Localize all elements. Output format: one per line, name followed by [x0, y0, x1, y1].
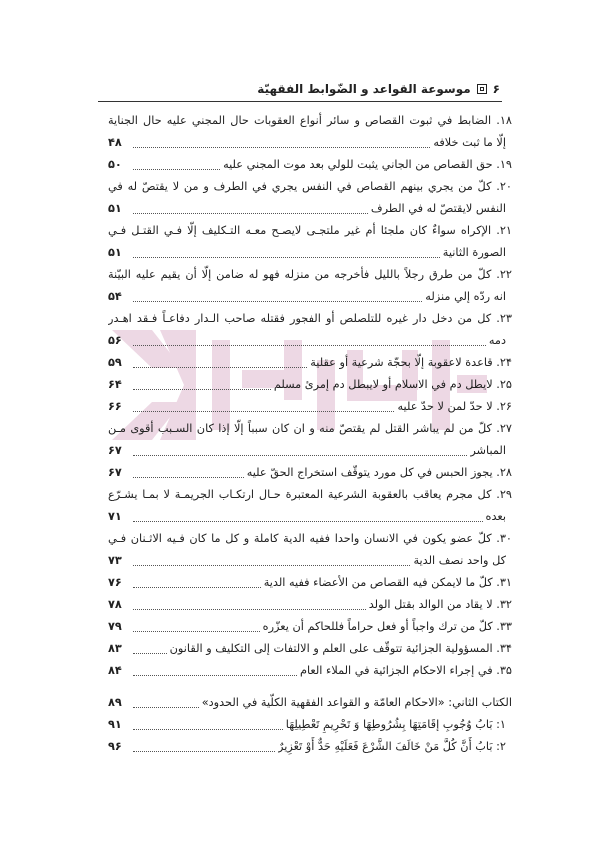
toc-section[interactable]: ۱: بَابُ وُجُوبِ إقَامَتِهَا بِشُرُوطِهَا وَ تَحْرِيمِ تَعْطِيلِهَا ۹۱: [108, 714, 512, 736]
toc-entry[interactable]: انه ردّه إلي منزله ۵۴: [108, 286, 512, 308]
toc-section[interactable]: ۲: بَابُ أَنَّ كُلَّ مَنْ خَالَفَ الشَّرْعَ فَعَلَيْهِ حَدٌّ أَوْ تَعْزِيرٌ ۹۶: [108, 736, 512, 758]
toc-entry[interactable]: ۳۲. لا يقاد من الوالد بقتل الولد ۷۸: [108, 594, 512, 616]
book-icon: [477, 84, 487, 94]
toc-entry[interactable]: ۲۲. كلّ من طرق رجلاً بالليل فأخرجه من منزله فهو له ضامن إلّا أن يقيم عليه البيّنة: [108, 268, 512, 281]
toc-entry[interactable]: ۳۴. المسؤولية الجزائية تتوقّف على العلم و الالتفات إلى التكليف و القانون ۸۳: [108, 638, 512, 660]
toc-entry[interactable]: إلّا ما ثبت خلافه ۴۸: [108, 132, 512, 154]
table-of-contents: [108, 110, 512, 758]
page-ref: ۷۱: [108, 510, 122, 523]
page-ref: ۹۶: [108, 740, 122, 753]
toc-entry[interactable]: ۲۱. الإكراه سواءٌ كان ملجئا أم غير ملتجـى لايصـح معـه التـكليف إلّا فـي القتـل فـي: [108, 224, 512, 237]
toc-entry[interactable]: الصورة الثانية ۵۱: [108, 242, 512, 264]
page-ref: ۸۳: [108, 642, 122, 655]
toc-entry[interactable]: ۳۰. كلّ عضو يكون في الانسان واحدا ففيه الدية كاملة و كل ما كان فـيه الاثـنان فـي: [108, 532, 512, 545]
page-ref: ۵۱: [108, 202, 122, 215]
page-ref: ۵۰: [108, 158, 122, 171]
toc-entry[interactable]: المباشر ۶۷: [108, 440, 512, 462]
page-ref: ۶۶: [108, 400, 122, 413]
toc-entry[interactable]: ۲۷. كلّ من لم يباشر القتل لم يقتصّ منه و ان كان سبباً إلّا إذا كان السـبب أقوى مـن: [108, 422, 512, 435]
toc-entry[interactable]: ۲۹. كل مجرم يعاقب بالعقوبة الشرعية المعتبرة حـال ارتكـاب الجريمـة لا بمـا يشـرّع: [108, 488, 512, 501]
header-title: موسوعة القواعد و الضّوابط الفقهيّة: [257, 82, 471, 96]
toc-entry[interactable]: دمه ۵۶: [108, 330, 512, 352]
page-ref: ۷۹: [108, 620, 122, 633]
page-ref: ۵۶: [108, 334, 122, 347]
toc-entry[interactable]: بعده ۷۱: [108, 506, 512, 528]
page-ref: ۵۹: [108, 356, 122, 369]
page-ref: ۷۸: [108, 598, 122, 611]
toc-entry[interactable]: ۲۸. يجوز الحبس في كل مورد يتوقّف استخراج الحقّ عليه ۶۷: [108, 462, 512, 484]
toc-entry[interactable]: ۲۴. قاعدة لاعقوبة إلّا بحجّة شرعية أو عقلية ۵۹: [108, 352, 512, 374]
running-header: [100, 78, 500, 100]
page-ref: ۷۳: [108, 554, 122, 567]
page-ref: ۵۴: [108, 290, 122, 303]
toc-entry[interactable]: كل واحد نصف الدية ۷۳: [108, 550, 512, 572]
toc-entry[interactable]: ۳۵. في إجراء الاحكام الجزائية في الملاء العام ۸۴: [108, 660, 512, 682]
page-ref: ۹۱: [108, 718, 122, 731]
toc-entry[interactable]: ۲۶. لا حدّ لمن لا حدّ عليه ۶۶: [108, 396, 512, 418]
page-ref: ۸۹: [108, 696, 122, 709]
toc-entry[interactable]: ۳۱. كلّ ما لايمكن فيه القصاص من الأعضاء ففيه الدية ۷۶: [108, 572, 512, 594]
toc-book-heading[interactable]: الكتاب الثاني: «الاحكام العامّة و القواعد الفقهية الكلّية في الحدود» ۸۹: [108, 692, 512, 714]
page-ref: ۶۴: [108, 378, 122, 391]
page-number: ۶: [492, 82, 500, 96]
toc-entry[interactable]: ۲۵. لايطل دم في الاسلام أو لايبطل دم إمرئ مسلم ۶۴: [108, 374, 512, 396]
page-ref: ۸۴: [108, 664, 122, 677]
toc-entry[interactable]: ۲۰. كلّ من يجري بينهم القصاص في النفس يجري في الطرف و من لا يقتصّ له في: [108, 180, 512, 193]
page-ref: ۶۷: [108, 444, 122, 457]
toc-entry[interactable]: ۱۸. الضابط في ثبوت القصاص و سائر أنواع العقوبات حال المجني عليه حال الجناية: [108, 114, 512, 127]
page-ref: ۷۶: [108, 576, 122, 589]
header-rule: [98, 101, 502, 102]
toc-entry[interactable]: ۳۳. كلّ من ترك واجباً أو فعل حراماً فللحاكم أن يعزّره ۷۹: [108, 616, 512, 638]
page-ref: ۵۱: [108, 246, 122, 259]
toc-entry[interactable]: ۱۹. حق القصاص من الجاني يثبت للولي بعد موت المجني عليه ۵۰: [108, 154, 512, 176]
toc-entry[interactable]: النفس لايقتصّ له في الطرف ۵۱: [108, 198, 512, 220]
toc-entry[interactable]: ۲۳. كل من دخل دار غيره للتلصلص أو الفجور فقتله صاحب الـدار دفاعـاً فـقد اهـدر: [108, 312, 512, 325]
page-ref: ۶۷: [108, 466, 122, 479]
page-ref: ۴۸: [108, 136, 122, 149]
